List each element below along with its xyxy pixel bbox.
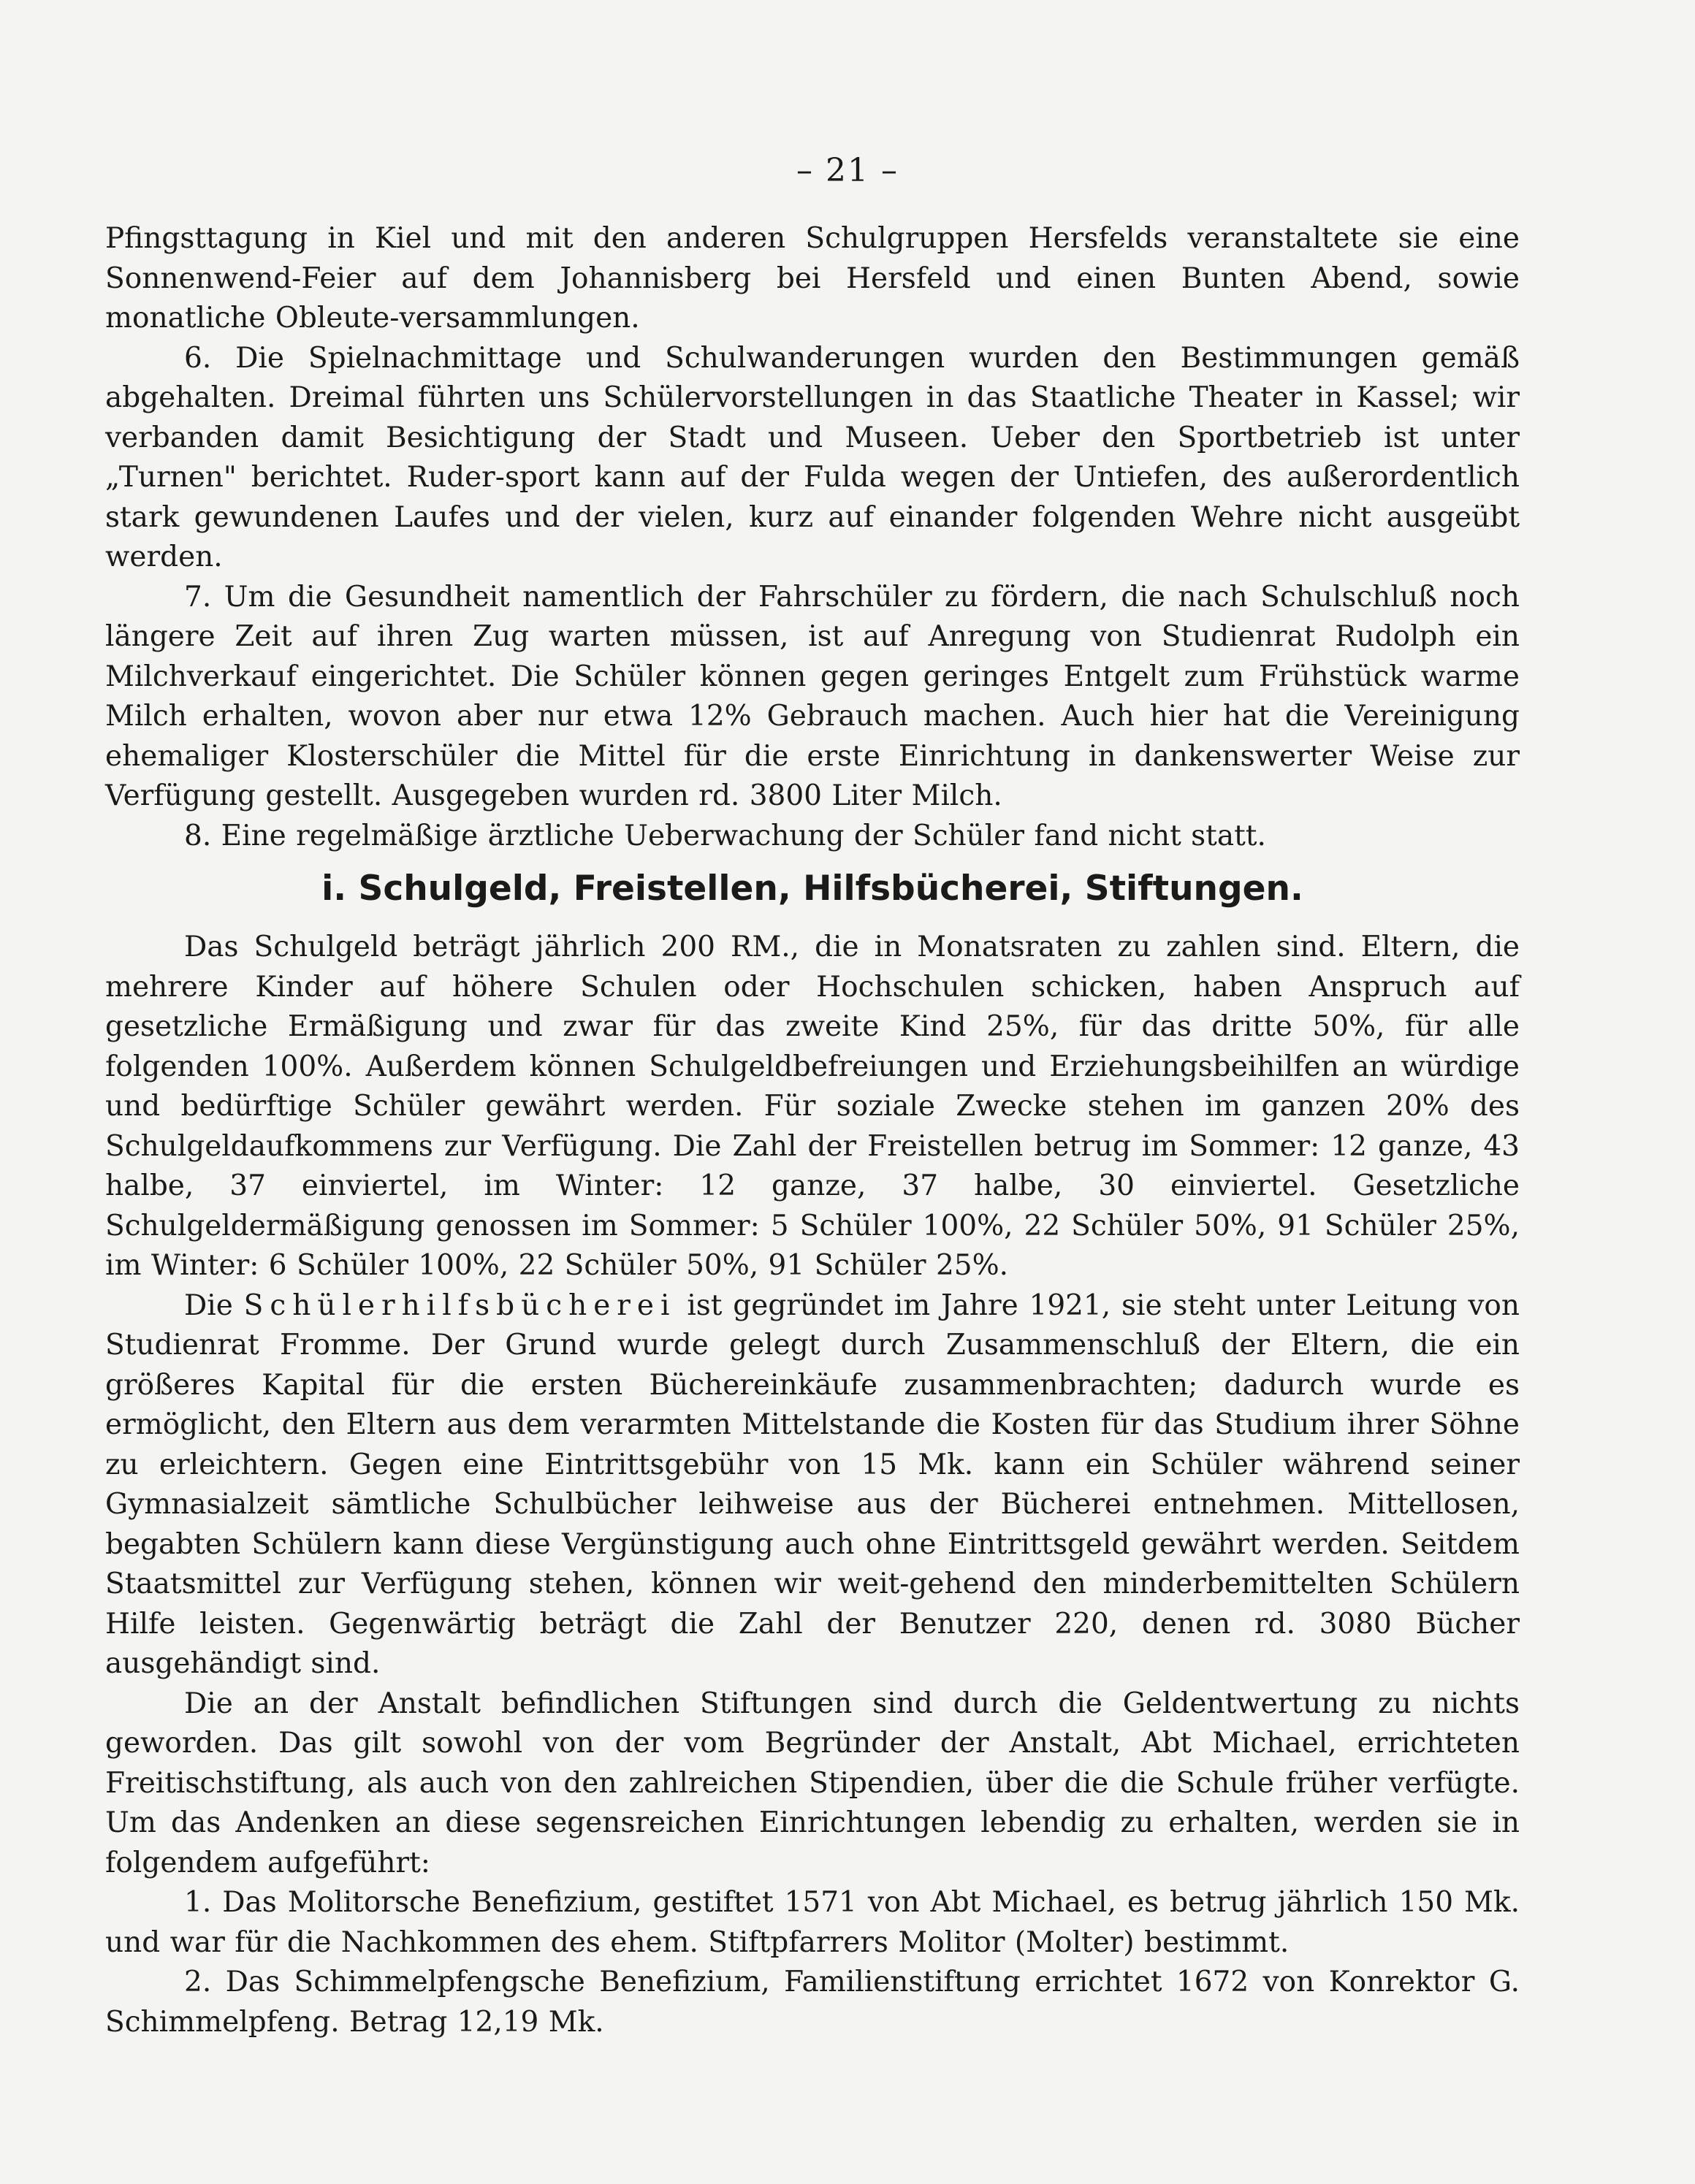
page-body [105,219,1520,2042]
paragraph-1: Pfingsttagung in Kiel und mit den anderen Schulgruppen Hersfelds veranstaltete sie eine Sonnenwend-Feier auf dem Johannisberg bei Hersfeld und einen Bunten Abend, sowie monatliche Obleute-versammlungen. [105,222,1520,335]
page-number: – 21 – [796,152,899,189]
paragraph-8: 1. Das Molitorsche Benefizium, gestiftet 1571 von Abt Michael, es betrug jährlich 150 Mk. und war für die Nachkommen des ehem. Stiftpfarrers Molitor (Molter) bestimmt. [105,1886,1520,1959]
paragraph-4: 8. Eine regelmäßige ärztliche Ueberwachung der Schüler fand nicht statt. [184,819,1266,852]
paragraph-9: 2. Das Schimmelpfengsche Benefizium, Familienstiftung errichtet 1672 von Konrektor G. Schimmelpfeng. Betrag 12,19 Mk. [105,1966,1520,2039]
paragraph-6-spaced-term: Schülerhilfsbücherei [243,1288,677,1322]
paragraph-5: Das Schulgeld beträgt jährlich 200 RM., die in Monatsraten zu zahlen sind. Eltern, die mehrere Kinder auf höhere Schulen oder Hochschulen schicken, haben Anspruch auf gesetzliche Ermäßigung und zwar für das zweite Kind 25%, für das dritte 50%, für alle folgenden 100%. Außerdem können Schulgeldbefreiungen und Erziehungsbeihilfen an würdige und bedürftige Schüler gewährt werden. Für soziale Zwecke stehen im ganzen 20% des Schulgeldaufkommens zur Verfügung. Die Zahl der Freistellen betrug im Sommer: 12 ganze, 43 halbe, 37 einviertel, im Winter: 12 ganze, 37 halbe, 30 einviertel. Gesetzliche Schulgeldermäßigung genossen im Sommer: 5 Schüler 100%, 22 Schüler 50%, 91 Schüler 25%, im Winter: 6 Schüler 100%, 22 Schüler 50%, 91 Schüler 25%. [105,931,1520,1282]
section-heading: i. Schulgeld, Freistellen, Hilfsbücherei, Stiftungen. [321,868,1303,909]
paragraph-7: Die an der Anstalt befindlichen Stiftungen sind durch die Geldentwertung zu nichts geworden. Das gilt sowohl von der vom Begründer der Anstalt, Abt Michael, errichteten Freitischstiftung, als auch von den zahlreichen Stipendien, über die die Schule früher verfügte. Um das Andenken an diese segensreichen Einrichtungen lebendig zu erhalten, werden sie in folgendem aufgeführt: [105,1687,1520,1879]
paragraph-6-prefix: Die [184,1288,233,1322]
paragraph-3: 7. Um die Gesundheit namentlich der Fahrschüler zu fördern, die nach Schulschluß noch längere Zeit auf ihren Zug warten müssen, ist auf Anregung von Studienrat Rudolph ein Milchverkauf eingerichtet. Die Schüler können gegen geringes Entgelt zum Frühstück warme Milch erhalten, wovon aber nur etwa 12% Gebrauch machen. Auch hier hat die Vereinigung ehemaliger Klosterschüler die Mittel für die erste Einrichtung in dankenswerter Weise zur Verfügung gestellt. Ausgegeben wurden rd. 3800 Liter Milch. [105,580,1520,812]
paragraph-6 [105,1286,1520,1684]
paragraph-2: 6. Die Spielnachmittage und Schulwanderungen wurden den Bestimmungen gemäß abgehalten. Dreimal führten uns Schülervorstellungen in das Staatliche Theater in Kassel; wir verbanden damit Besichtigung der Stadt und Museen. Ueber den Sportbetrieb ist unter „Turnen" berichtet. Ruder-sport kann auf der Fulda wegen der Untiefen, des außerordentlich stark gewundenen Laufes und der vielen, kurz auf einander folgenden Wehre nicht ausgeübt werden. [105,341,1520,573]
paragraph-6-rest: ist gegründet im Jahre 1921, sie steht unter Leitung von Studienrat Fromme. Der Grund wurde gelegt durch Zusammenschluß der Eltern, die ein größeres Kapital für die ersten Büchereinkäufe zusammenbrachten; dadurch wurde es ermöglicht, den Eltern aus dem verarmten Mittelstande die Kosten für das Studium ihrer Söhne zu erleichtern. Gegen eine Eintrittsgebühr von 15 Mk. kann ein Schüler während seiner Gymnasialzeit sämtliche Schulbücher leihweise aus der Bücherei entnehmen. Mittellosen, begabten Schülern kann diese Vergünstigung auch ohne Eintrittsgeld gewährt werden. Seitdem Staatsmittel zur Verfügung stehen, können wir weit-gehend den minderbemittelten Schülern Hilfe leisten. Gegenwärtig beträgt die Zahl der Benutzer 220, denen rd. 3080 Bücher ausgehändigt sind. [105,1288,1520,1680]
